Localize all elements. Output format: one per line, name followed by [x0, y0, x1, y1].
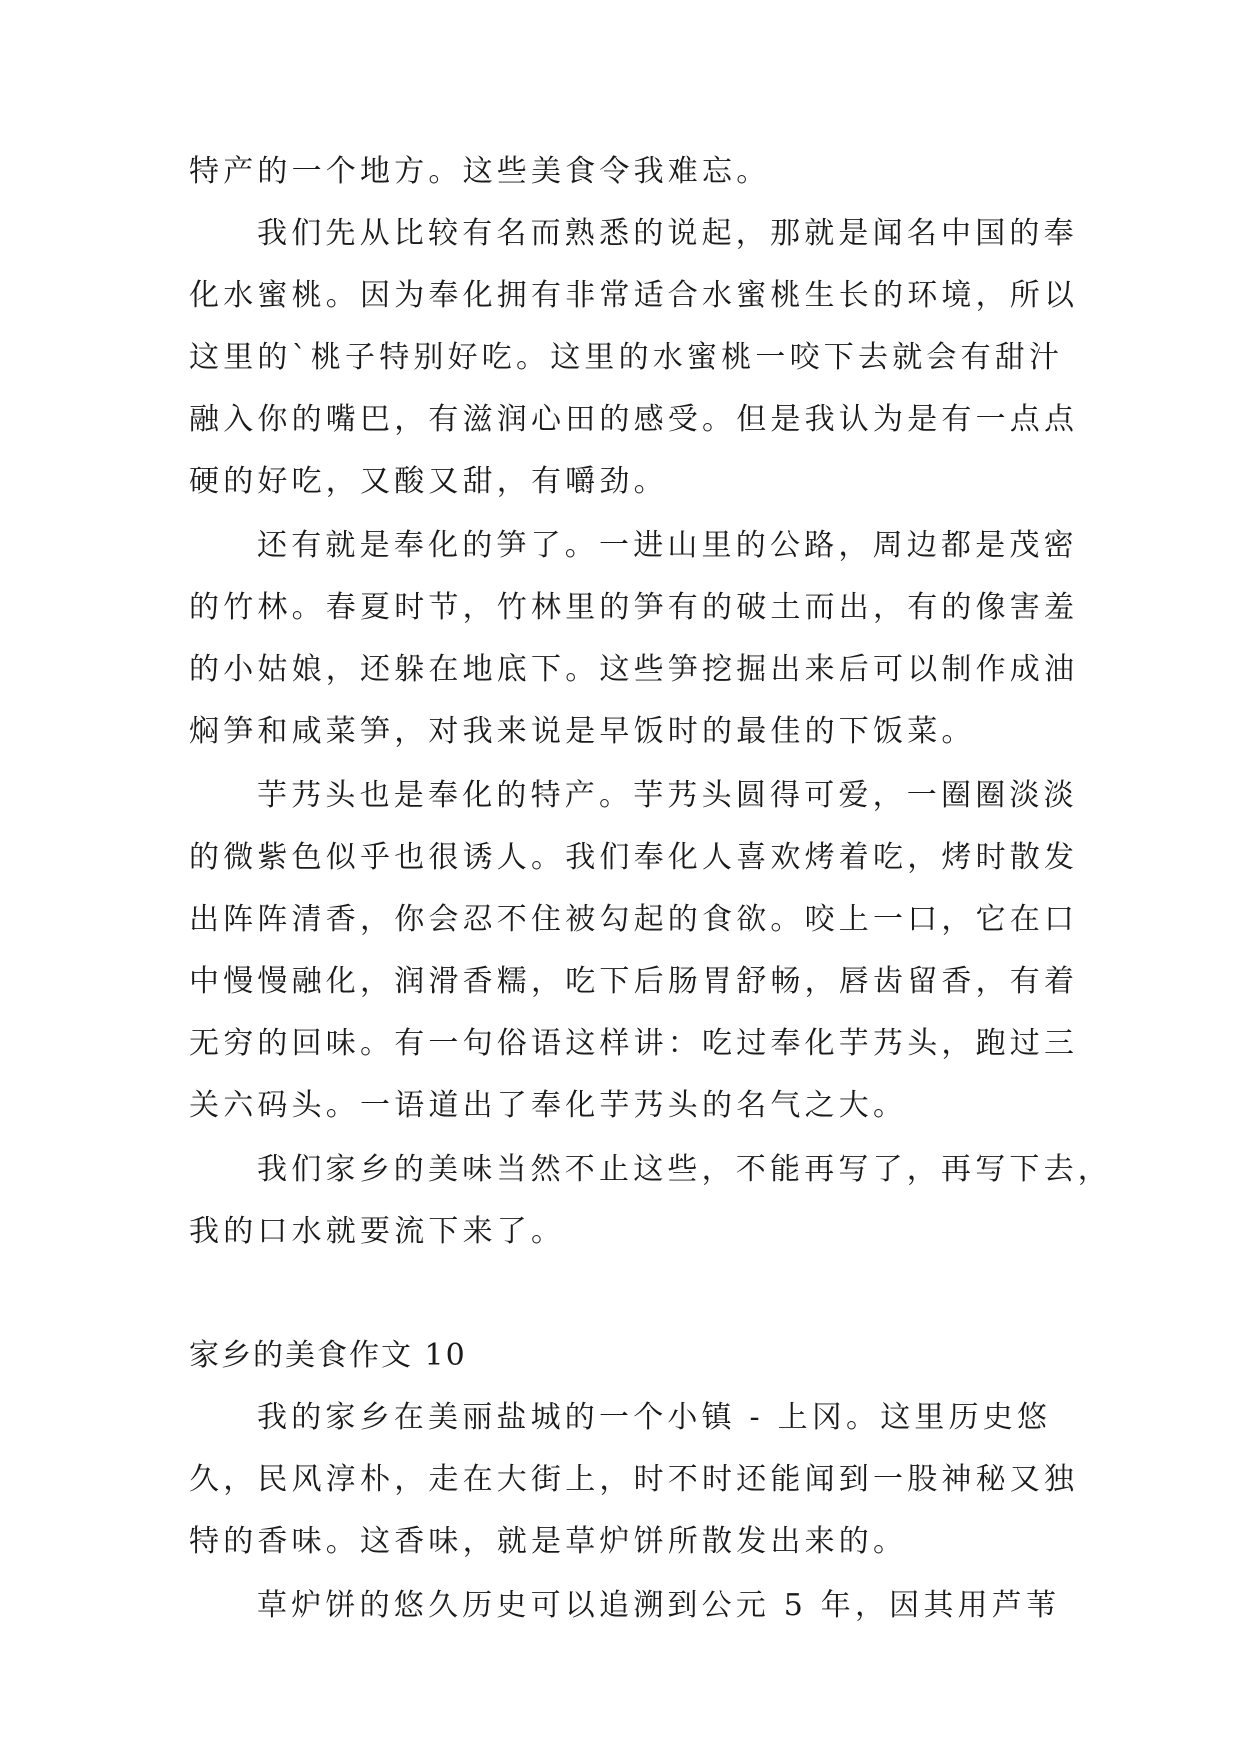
paragraph-start-line: 我们家乡的美味当然不止这些，不能再写了，再写下去， [257, 1152, 1112, 1187]
text-line: 的微紫色似乎也很诱人。我们奉化人喜欢烤着吃，烤时散发 [189, 840, 1079, 875]
text-line: 的小姑娘，还躲在地底下。这些笋挖掘出来后可以制作成油 [189, 652, 1079, 687]
text-line: 无穷的回味。有一句俗语这样讲：吃过奉化芋艿头，跑过三 [189, 1026, 1079, 1061]
paragraph-start-line: 芋艿头也是奉化的特产。芋艿头圆得可爱，一圈圈淡淡 [257, 778, 1078, 813]
paragraph-start-line: 我的家乡在美丽盐城的一个小镇 - 上冈。这里历史悠 [257, 1400, 1052, 1435]
paragraph-start-line: 我们先从比较有名而熟悉的说起，那就是闻名中国的奉 [257, 216, 1078, 251]
text-line: 关六码头。一语道出了奉化芋艿头的名气之大。 [189, 1088, 908, 1123]
text-line: 我的口水就要流下来了。 [189, 1214, 566, 1249]
paragraph-start-line: 还有就是奉化的笋了。一进山里的公路，周边都是茂密 [257, 528, 1078, 563]
text-line: 硬的好吃，又酸又甜，有嚼劲。 [189, 464, 668, 499]
text-line: 中慢慢融化，润滑香糯，吃下后肠胃舒畅，唇齿留香，有着 [189, 964, 1079, 999]
section-heading: 家乡的美食作文 10 [189, 1338, 467, 1373]
text-line: 这里的`桃子特别好吃。这里的水蜜桃一咬下去就会有甜汁 [189, 340, 1064, 375]
text-line: 特的香味。这香味，就是草炉饼所散发出来的。 [189, 1524, 908, 1559]
text-line: 焖笋和咸菜笋，对我来说是早饭时的最佳的下饭菜。 [189, 714, 976, 749]
text-line: 化水蜜桃。因为奉化拥有非常适合水蜜桃生长的环境，所以 [189, 278, 1079, 313]
text-line: 出阵阵清香，你会忍不住被勾起的食欲。咬上一口，它在口 [189, 902, 1079, 937]
text-line: 融入你的嘴巴，有滋润心田的感受。但是我认为是有一点点 [189, 402, 1079, 437]
text-line: 久，民风淳朴，走在大街上，时不时还能闻到一股神秘又独 [189, 1462, 1079, 1497]
paragraph-start-line: 草炉饼的悠久历史可以追溯到公元 5 年，因其用芦苇 [257, 1588, 1061, 1623]
text-line: 的竹林。春夏时节，竹林里的笋有的破土而出，有的像害羞 [189, 590, 1079, 625]
text-line: 特产的一个地方。这些美食令我难忘。 [189, 154, 771, 189]
